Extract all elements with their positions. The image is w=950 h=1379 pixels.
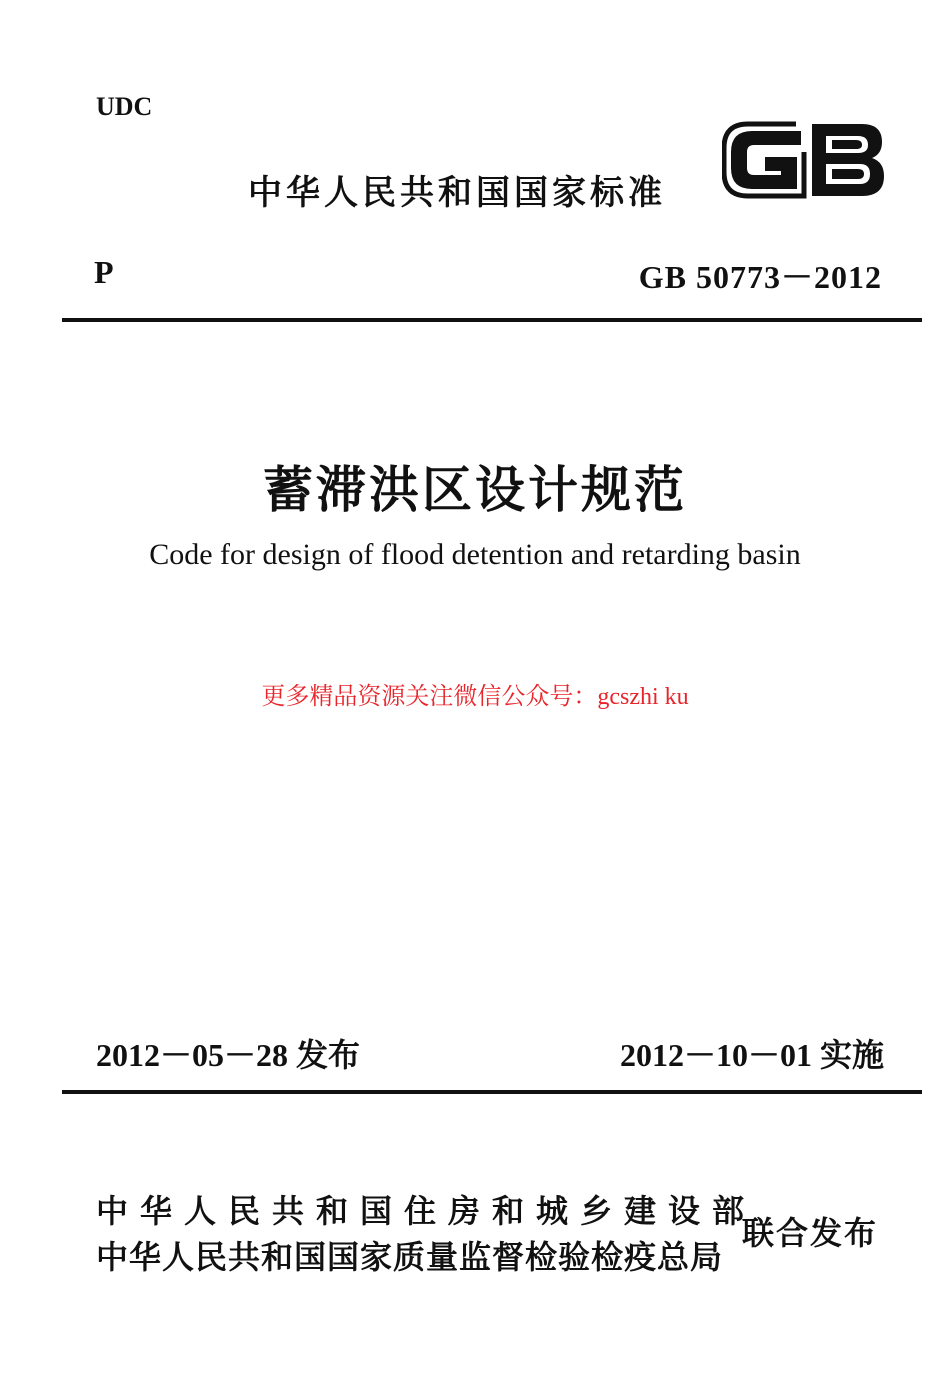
joint-issue-label: 联合发布	[742, 1214, 879, 1252]
title-english: Code for design of flood detention and retarding basin	[149, 538, 801, 571]
issuer-ministry-housing: 中华人民共和国住房和城乡建设部	[96, 1192, 757, 1230]
gb-logo	[722, 118, 888, 202]
bottom-divider	[62, 1090, 922, 1094]
watermark-notice: 更多精品资源关注微信公众号：gcszhi ku	[261, 684, 689, 710]
issuer-aqsiq: 中华人民共和国国家质量监督检验检疫总局	[96, 1238, 724, 1276]
effective-date: 2012－10－01 实施	[619, 1037, 884, 1073]
classification-code: P	[94, 254, 114, 290]
national-standard-heading: 中华人民共和国国家标准	[248, 173, 666, 213]
title-chinese: 蓄滞洪区设计规范	[263, 462, 687, 518]
top-divider	[62, 318, 922, 322]
udc-label: UDC	[96, 92, 153, 121]
standard-number: GB 50773－2012	[638, 259, 882, 295]
issue-date: 2012－05－28 发布	[96, 1037, 361, 1073]
